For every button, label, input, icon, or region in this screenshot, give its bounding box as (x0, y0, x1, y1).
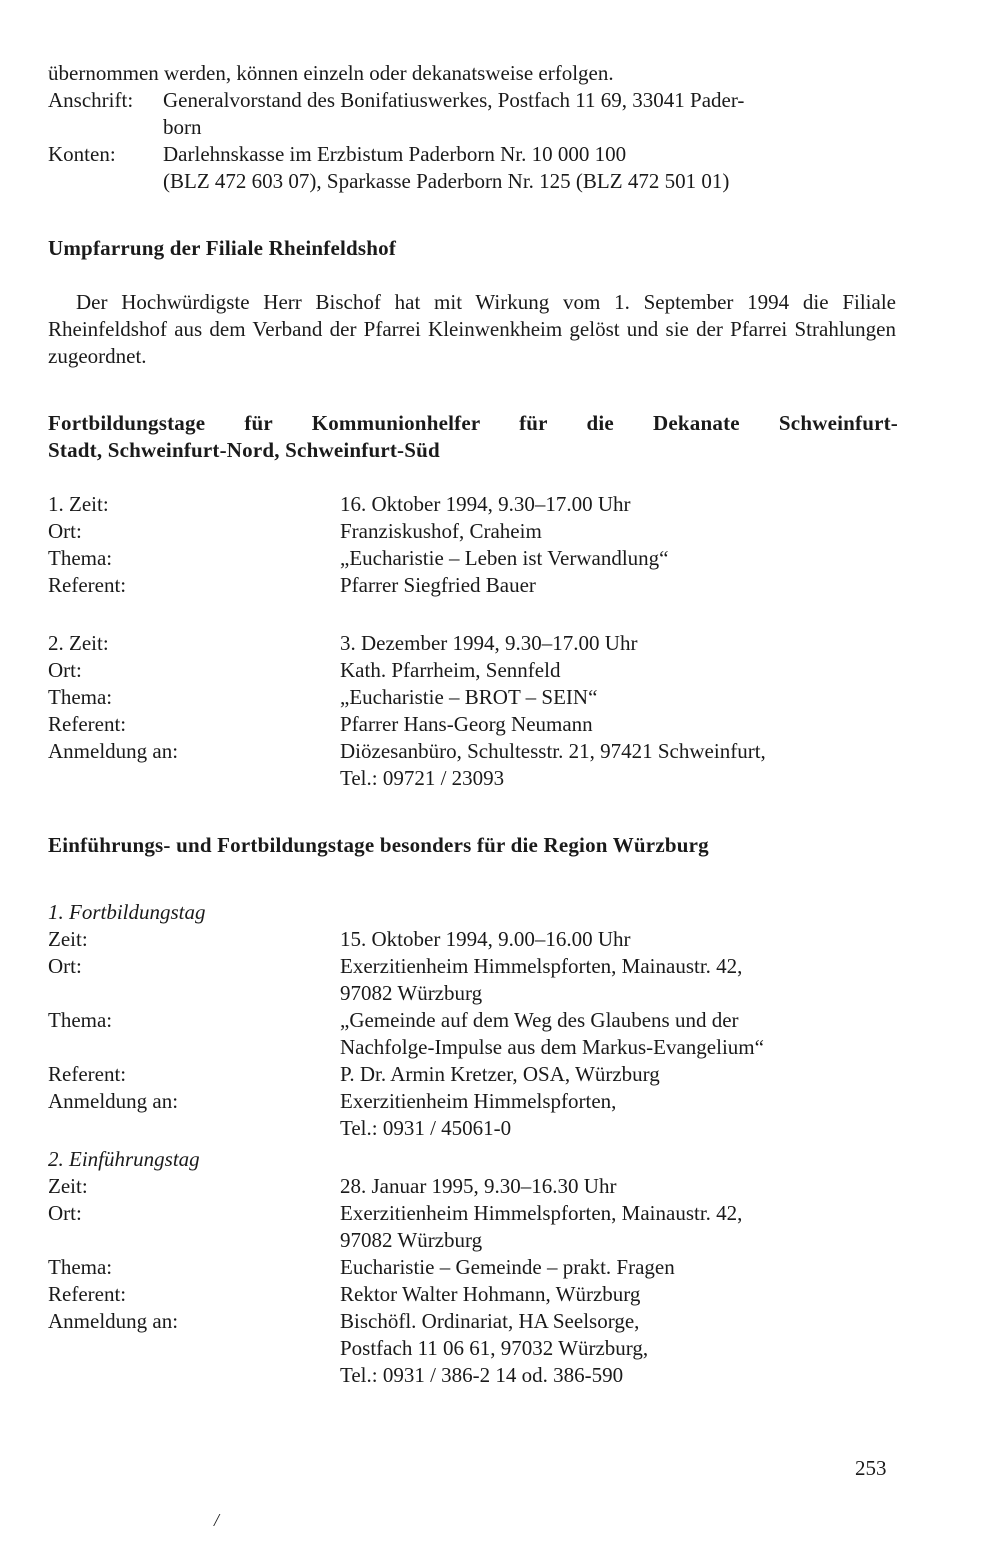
value-anmeldung (340, 738, 898, 792)
accounts-value (163, 141, 898, 195)
event-wuerzburg-1 (48, 899, 898, 1142)
page-number: 253 (855, 1456, 887, 1480)
label-referent: Referent: (48, 573, 127, 597)
anmeldung-line-1: Bischöfl. Ordinariat, HA Seelsorge, (340, 1309, 640, 1333)
event-schweinfurt-1 (48, 491, 898, 599)
section-heading-umpfarrung: Umpfarrung der Filiale Rheinfeldshof (48, 236, 397, 260)
event-row-ort (48, 953, 898, 1007)
address-row (48, 87, 898, 141)
value-thema: „Eucharistie – BROT – SEIN“ (340, 685, 598, 709)
label-zeit: 2. Zeit: (48, 631, 109, 655)
event-row-referent (48, 1061, 898, 1088)
thema-line-2: Nachfolge-Impulse aus dem Markus-Evangelium“ (340, 1035, 764, 1059)
event-row-anmeldung (48, 1308, 898, 1389)
event-row-thema (48, 1254, 898, 1281)
ort-line-1: Exerzitienheim Himmelspforten, Mainaustr. 42, (340, 954, 743, 978)
anmeldung-line-2: Tel.: 09721 / 23093 (340, 766, 505, 790)
label-thema: Thema: (48, 546, 113, 570)
label-anmeldung: Anmeldung an: (48, 1309, 179, 1333)
section-heading-fortbildung-schweinfurt (48, 410, 898, 464)
value-anmeldung (340, 1308, 898, 1389)
accounts-row (48, 141, 898, 195)
event-row-thema (48, 1007, 898, 1061)
anmeldung-line-1: Diözesanbüro, Schultesstr. 21, 97421 Schweinfurt, (340, 739, 766, 763)
value-ort (340, 953, 898, 1007)
value-referent: P. Dr. Armin Kretzer, OSA, Würzburg (340, 1062, 660, 1086)
section-heading-wuerzburg: Einführungs- und Fortbildungstage besonders für die Region Würzburg (48, 833, 709, 857)
label-thema: Thema: (48, 1008, 113, 1032)
value-thema: „Eucharistie – Leben ist Verwandlung“ (340, 546, 669, 570)
event-wuerzburg-2 (48, 1146, 898, 1389)
event-row-thema (48, 684, 898, 711)
value-referent: Pfarrer Hans-Georg Neumann (340, 712, 593, 736)
anmeldung-line-3: Tel.: 0931 / 386-2 14 od. 386-590 (340, 1363, 624, 1387)
event-row-thema (48, 545, 898, 572)
event-row-anmeldung (48, 738, 898, 792)
value-thema: Eucharistie – Gemeinde – prakt. Fragen (340, 1255, 675, 1279)
label-zeit: Zeit: (48, 1174, 88, 1198)
label-anmeldung: Anmeldung an: (48, 739, 179, 763)
ort-line-1: Exerzitienheim Himmelspforten, Mainaustr. 42, (340, 1201, 743, 1225)
label-thema: Thema: (48, 685, 113, 709)
document-page (48, 60, 898, 1389)
address-label: Anschrift: (48, 88, 134, 112)
address-line-1: Generalvorstand des Bonifatiuswerkes, Postfach 11 69, 33041 Pader- (163, 88, 745, 112)
value-thema (340, 1007, 898, 1061)
label-anmeldung: Anmeldung an: (48, 1089, 179, 1113)
event-row-ort (48, 657, 898, 684)
event-row-ort (48, 1200, 898, 1254)
value-ort: Kath. Pfarrheim, Sennfeld (340, 658, 561, 682)
event-row-referent (48, 1281, 898, 1308)
anmeldung-line-2: Postfach 11 06 61, 97032 Würzburg, (340, 1336, 649, 1360)
value-zeit: 3. Dezember 1994, 9.30–17.00 Uhr (340, 631, 638, 655)
event-schweinfurt-2 (48, 630, 898, 792)
thema-line-1: „Gemeinde auf dem Weg des Glaubens und der (340, 1008, 739, 1032)
ort-line-2: 97082 Würzburg (340, 1228, 483, 1252)
address-line-2: born (163, 115, 202, 139)
value-zeit: 28. Januar 1995, 9.30–16.30 Uhr (340, 1174, 617, 1198)
event-row-referent (48, 711, 898, 738)
label-referent: Referent: (48, 1282, 127, 1306)
value-ort (340, 1200, 898, 1254)
label-thema: Thema: (48, 1255, 113, 1279)
value-ort: Franziskushof, Craheim (340, 519, 542, 543)
event-row-zeit (48, 926, 898, 953)
value-referent: Pfarrer Siegfried Bauer (340, 573, 536, 597)
event-row-zeit (48, 1173, 898, 1200)
event-row-referent (48, 572, 898, 599)
accounts-line-2: (BLZ 472 603 07), Sparkasse Paderborn Nr. 125 (BLZ 472 501 01) (163, 169, 730, 193)
stray-mark: / (214, 1510, 220, 1530)
intro-line: übernommen werden, können einzeln oder dekanatsweise erfolgen. (48, 61, 614, 85)
event-title: 2. Einführungstag (48, 1147, 200, 1171)
value-referent: Rektor Walter Hohmann, Würzburg (340, 1282, 641, 1306)
heading-line-2: Stadt, Schweinfurt-Nord, Schweinfurt-Süd (48, 438, 440, 462)
ort-line-2: 97082 Würzburg (340, 981, 483, 1005)
event-row-zeit (48, 630, 898, 657)
anmeldung-line-2: Tel.: 0931 / 45061-0 (340, 1116, 512, 1140)
anmeldung-line-1: Exerzitienheim Himmelspforten, (340, 1089, 617, 1113)
event-row-anmeldung (48, 1088, 898, 1142)
accounts-line-1: Darlehnskasse im Erzbistum Paderborn Nr. 10 000 100 (163, 142, 627, 166)
label-zeit: Zeit: (48, 927, 88, 951)
label-ort: Ort: (48, 519, 82, 543)
accounts-label: Konten: (48, 142, 116, 166)
label-referent: Referent: (48, 1062, 127, 1086)
value-anmeldung (340, 1088, 898, 1142)
label-ort: Ort: (48, 954, 82, 978)
value-zeit: 16. Oktober 1994, 9.30–17.00 Uhr (340, 492, 631, 516)
value-zeit: 15. Oktober 1994, 9.00–16.00 Uhr (340, 927, 631, 951)
label-referent: Referent: (48, 712, 127, 736)
address-value (163, 87, 898, 141)
section-body-umpfarrung: Der Hochwürdigste Herr Bischof hat mit Wirkung vom 1. September 1994 die Filiale Rheinfeldshof aus dem Verband der Pfarrei Kleinwenkheim gelöst und sie der Pfarrei Strahlungen zugeordnet. (48, 290, 896, 368)
label-ort: Ort: (48, 1201, 82, 1225)
heading-line-1: Fortbildungstage für Kommunionhelfer für die Dekanate Schweinfurt- (48, 411, 898, 435)
label-ort: Ort: (48, 658, 82, 682)
label-zeit: 1. Zeit: (48, 492, 109, 516)
event-row-zeit (48, 491, 898, 518)
event-row-ort (48, 518, 898, 545)
event-title: 1. Fortbildungstag (48, 900, 206, 924)
